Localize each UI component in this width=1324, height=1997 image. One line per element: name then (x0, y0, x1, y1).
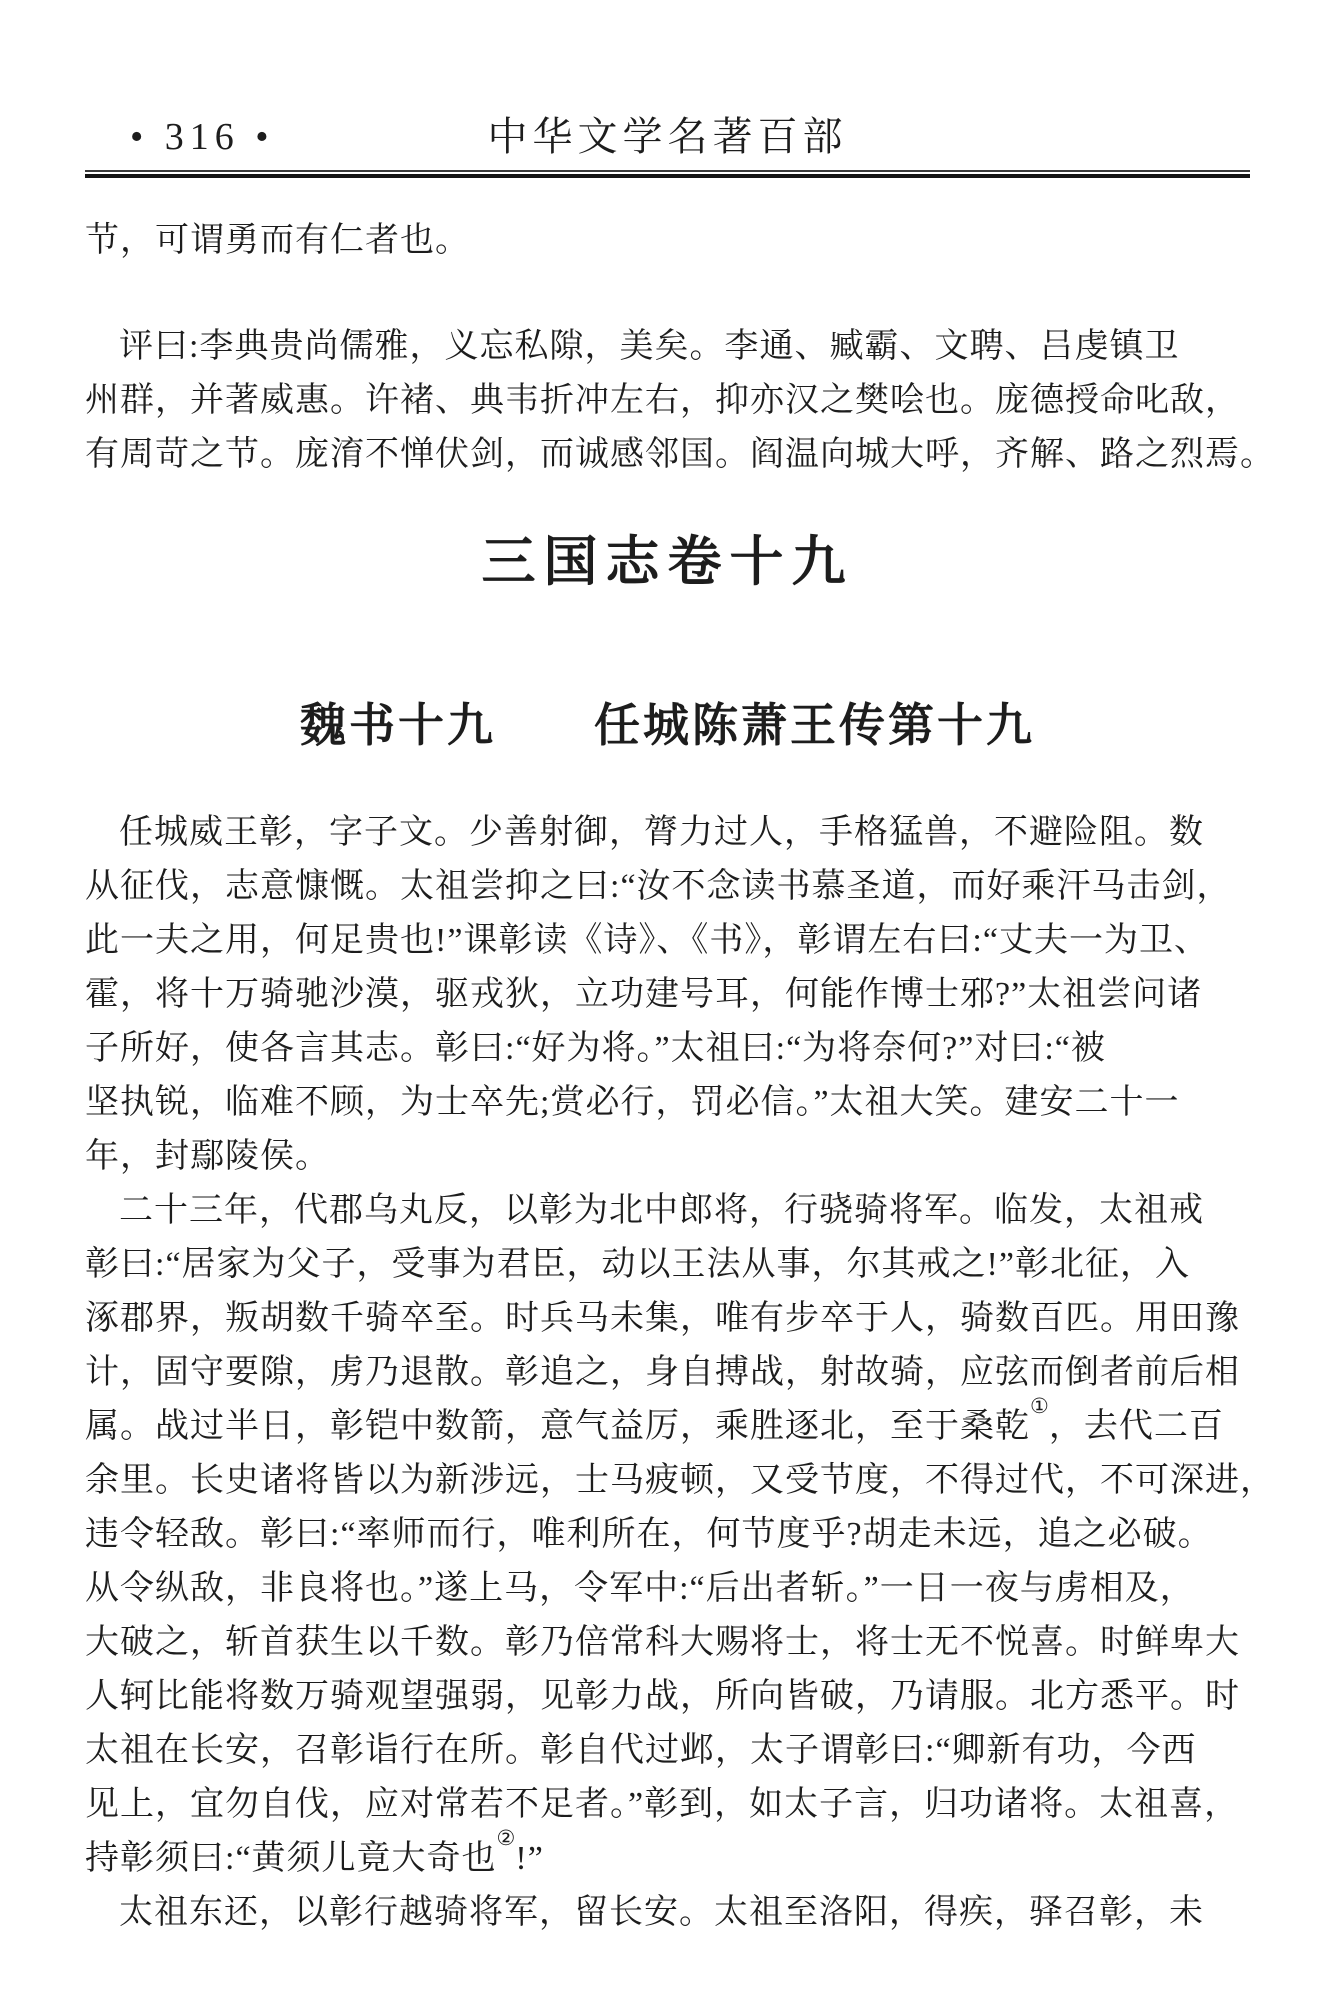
header-rule (85, 170, 1250, 178)
text-line: 霍，将十万骑驰沙漠，驱戎狄，立功建号耳，何能作博士邪?”太祖尝问诸 (85, 976, 1203, 1013)
text-line: 有周苛之节。庞淯不惮伏剑，而诚感邻国。阎温向城大呼，齐解、路之烈焉。 (85, 436, 1275, 473)
text-line: 此一夫之用，何足贵也!”课彰读《诗》、《书》，彰谓左右曰:“丈夫一为卫、 (85, 922, 1209, 959)
text-line: 彰曰:“居家为父子，受事为君臣，动以王法从事，尔其戒之!”彰北征，入 (85, 1246, 1190, 1283)
text-line: 评曰:李典贵尚儒雅，义忘私隙，美矣。李通、臧霸、文聘、吕虔镇卫 (119, 328, 1180, 365)
page-column (85, 0, 1275, 1940)
text-line: 从令纵敌，非良将也。”遂上马，令军中:“后出者斩。”一日一夜与虏相及， (85, 1570, 1195, 1607)
page-number: • 316 • (130, 116, 275, 158)
paragraph (85, 214, 1250, 268)
paragraph (85, 1184, 1275, 1886)
text-line: 子所好，使各言其志。彰曰:“好为将。”太祖曰:“为将奈何?”对曰:“被 (85, 1030, 1106, 1067)
text-line: 州群，并著威惠。许褚、典韦折冲左右，抑亦汉之樊哙也。庞德授命叱敌， (85, 382, 1240, 419)
text-line: 大破之，斩首获生以千数。彰乃倍常科大赐将士，将士无不悦喜。时鲜卑大 (85, 1624, 1240, 1661)
main-text-block (85, 806, 1275, 1940)
text-line: 人轲比能将数万骑观望强弱，见彰力战，所向皆破，乃请服。北方悉平。时 (85, 1678, 1240, 1715)
text-line: 涿郡界，叛胡数千骑卒至。时兵马未集，唯有步卒于人，骑数百匹。用田豫 (85, 1300, 1240, 1337)
paragraph (85, 320, 1275, 482)
text-line: 二十三年，代郡乌丸反，以彰为北中郎将，行骁骑将军。临发，太祖戒 (119, 1192, 1204, 1229)
text-line: 任城威王彰，字子文。少善射御，膂力过人，手格猛兽，不避险阻。数 (119, 814, 1204, 851)
text-line: 从征伐，志意慷慨。太祖尝抑之曰:“汝不念读书慕圣道，而好乘汗马击剑， (85, 868, 1232, 905)
text-line: 计，固守要隙，虏乃退散。彰追之，身自搏战，射故骑，应弦而倒者前后相 (85, 1354, 1240, 1391)
footnote-marker: ② (496, 1826, 516, 1851)
text-line: 太祖东还，以彰行越骑将军，留长安。太祖至洛阳，得疾，驿召彰，未 (119, 1894, 1204, 1931)
text-line: 坚执锐，临难不顾，为士卒先;赏必行，罚必信。”太祖大笑。建安二十一 (85, 1084, 1180, 1121)
footnote-marker: ① (1030, 1394, 1049, 1419)
text-line: 余里。长史诸将皆以为新涉远，士马疲顿，又受节度，不得过代，不可深进， (85, 1462, 1275, 1499)
text-line: 年，封鄢陵侯。 (85, 1138, 330, 1175)
front-text-block (85, 214, 1275, 482)
paragraph (85, 1886, 1250, 1940)
text-line: 持彰须曰:“黄须儿竟大奇也②!” (85, 1826, 544, 1877)
text-line: 违令轻敌。彰曰:“率师而行，唯利所在，何节度乎?胡走未远，追之必破。 (85, 1516, 1213, 1553)
text-line: 节，可谓勇而有仁者也。 (85, 222, 470, 259)
book-series-title: 中华文学名著百部 (487, 114, 848, 159)
text-line: 太祖在长安，召彰诣行在所。彰自代过邺，太子谓彰曰:“卿新有功，今西 (85, 1732, 1197, 1769)
text-line: 属。战过半日，彰铠中数箭，意气益厉，乘胜逐北，至于桑乾①，去代二百 (85, 1394, 1224, 1445)
page-header (85, 0, 1250, 166)
text-line: 见上，宜勿自伐，应对常若不足者。”彰到，如太子言，归功诸将。太祖喜， (85, 1786, 1240, 1823)
chapter-title: 三国志卷十九 (481, 532, 854, 592)
paragraph (85, 806, 1250, 1184)
section-title: 魏书十九 任城陈萧王传第十九 (300, 699, 1035, 751)
